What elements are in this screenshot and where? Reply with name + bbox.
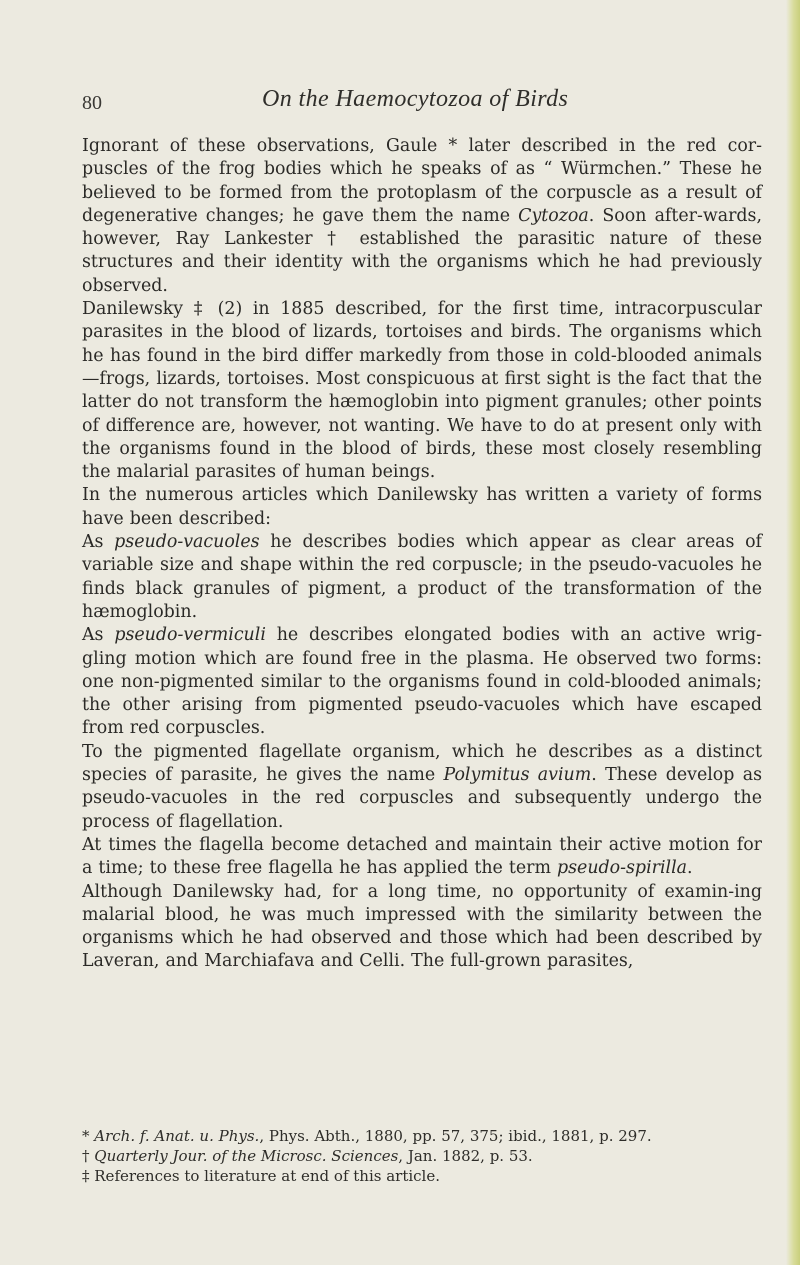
paragraph: To the pigmented flagellate organism, which he describes as a distinct species of parasite, he gives the name Polymitus avium. These develop as pseudo-vacuoles in the red corpuscles and subsequently undergo the process of flagellation. xyxy=(82,741,763,832)
footnote: * Arch. f. Anat. u. Phys., Phys. Abth., 1880, pp. 57, 375; ibid., 1881, p. 297. xyxy=(82,1127,652,1145)
footnotes xyxy=(82,1126,772,1186)
paragraph: In the numerous articles which Danilewsky has written a variety of forms have been described: xyxy=(82,485,762,529)
page-number: 80 xyxy=(82,92,102,114)
body-text xyxy=(82,135,762,974)
page-header xyxy=(0,86,800,126)
footnote: ‡ References to literature at end of this article. xyxy=(82,1167,440,1185)
paragraph: Although Danilewsky had, for a long time, no opportunity of examin-ing malarial blood, he was much impressed with the similarity between the organisms which he had observed and those which had been described by Laveran, and Marchiafava and Celli. The full-grown parasites, xyxy=(82,881,762,972)
footnote: † Quarterly Jour. of the Microsc. Sciences, Jan. 1882, p. 53. xyxy=(82,1147,533,1165)
paragraph: Danilewsky ‡ (2) in 1885 described, for the first time, intracorpuscular parasites in the blood of lizards, tortoises and birds. The organisms which he has found in the bird differ markedly from those in cold-blooded animals—frogs, lizards, tortoises. Most conspicuous at first sight is the fact that the latter do not transform the hæmoglobin into pigment granules; other points of difference are, however, not wanting. We have to do at present only with the organisms found in the blood of birds, these most closely resembling the malarial parasites of human beings. xyxy=(82,299,762,483)
page-edge-stain xyxy=(786,0,800,1265)
paragraph: At times the flagella become detached and maintain their active motion for a time; to these free flagella he has applied the term pseudo-spirilla. xyxy=(82,834,762,879)
paragraph: As pseudo-vermiculi he describes elongated bodies with an active wrig-gling motion which are found free in the plasma. He observed two forms: one non-pigmented similar to the organisms found in cold-blooded animals; the other arising from pigmented pseudo-vacuoles which have escaped from red corpuscles. xyxy=(82,625,762,739)
running-title: On the Haemocytozoa of Birds xyxy=(262,86,569,112)
paragraph: Ignorant of these observations, Gaule * later described in the red cor-puscles of the frog bodies which he speaks of as “ Würmchen.” These he believed to be formed from the protoplasm of the corpuscle as a result of degenerative changes; he gave them the name Cytozoa. Soon after-wards, however, Ray Lankester † established the parasitic nature of these structures and their identity with the organisms which he had previously observed. xyxy=(82,136,762,296)
paragraph: As pseudo-vacuoles he describes bodies which appear as clear areas of variable size and shape within the red corpuscle; in the pseudo-vacuoles he finds black granules of pigment, a product of the transformation of the hæmoglobin. xyxy=(82,532,762,622)
